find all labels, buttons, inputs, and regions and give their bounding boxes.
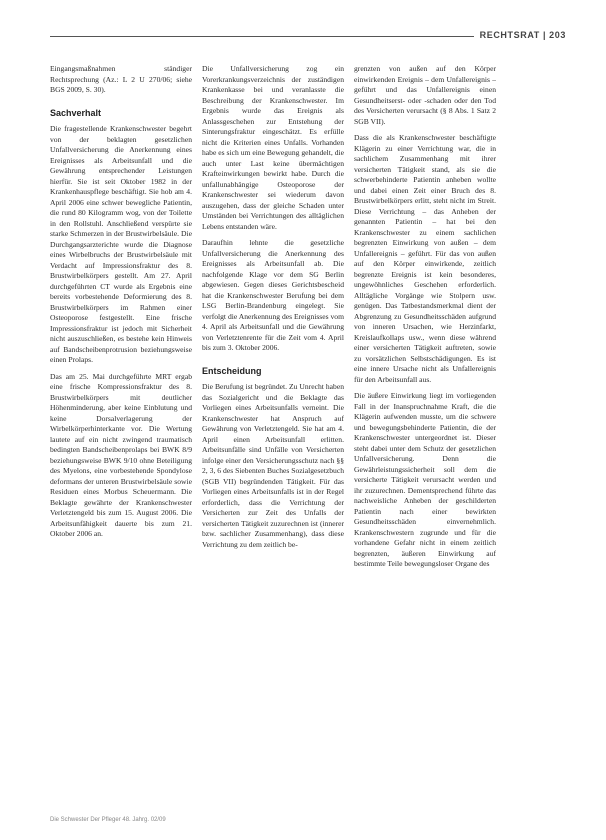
paragraph: Dass die als Krankenschwester beschäftigte Klägerin zu einer Verrichtung war, die in sachlichem Zusammenhang mit ihrer versicherten Tätigkeit stand, als sie die schwerbehinderte Patientin anheben wollte und dabei einen Zeit einer Bruch des 8. Brustwirbelkörpers erlitt, steht nicht im Streit. Diese Verrichtung – das Anheben der genannten Patientin – hat bei den Krankenschwester zu einem sachlichen begrenzten Einwirkung von außen – dem Unfallereignis – geführt. Für das von außen auf den Körper einwirkende, zeitlich begrenzte Ereignis ist kein besonderes, ungewöhnliches Geschehen erforderlich. Alltägliche Vorgänge wie Stolpern usw. genügen. Das Tatbestandsmerkmal dient der Abgrenzung zu Gesundheitsschäden aufgrund von inneren Ursachen, wie Herzinfarkt, Kreislaufkollaps usw., wenn diese während einer versicherten Tätigkeit auftreten, sowie zu vorsätzlichen Selbstschädigungen. Es ist eine innere Ursache nicht als Unfallereignis für den Arbeitsunfall aus. (354, 133, 496, 384)
paragraph: Die fragestellende Krankenschwester begehrt von der beklagten gesetzlichen Unfallversicherung die Anerkennung eines Ereignisses als Arbeitsunfall und die Gewährung entsprechender Leistungen hierfür. Sie ist seit Oktober 1982 in der Krankenhauspflege beschäftigt. Sie hob am 4. April 2006 eine schwer bewegliche Patientin, die rund 80 Kilogramm wog, von der Toilette in den Rollstuhl. Anschließend verspürte sie starke Schmerzen in der Brustwirbelsäule. Die Durchgangsarzterichte wurde die Diagnose eines Wirbelbruchs der Brustwirbelsäule mit Verdacht auf Impressionsfraktur des 8. Brustwirbelkörpers gestellt. Am 27. April durchgeführten CT wurde als Ergebnis eine bereits vorbestehende Deformierung des 8. Brustwirbelkörpers im Rahmen einer Osteoporose festgestellt. Eine frische Impressionsfraktur ist jedoch mit Sicherheit nicht auszuschließen, es bestehe kein Hinweis auf Bandscheibenprotrusion beziehungsweise einen Prolaps. (50, 124, 192, 364)
section-heading: Sachverhalt (50, 107, 102, 118)
paragraph: Das am 25. Mai durchgeführte MRT ergab eine frische Kompressionsfraktur des 8. Brustwirbelkörpers mit deutlicher Höhenminderung, aber keine Einblutung und keine Dorsalverlagerung der Wirbelkörperhinterkante vor. Die Wertung lautete auf ein nicht zwingend traumatisch bedingten Bandscheibenprolaps bei BWK 8/9 beziehungsweise BWK 9/10 ohne Beteiligung des Myelons, eine vorbestehende Spondylose deformans der unteren Brustwirbelsäule sowie Residuen eines Morbus Scheuermann. Die Beklagte gewährte der Krankenschwester Verletztengeld bis zum 15. August 2006. Die Arbeitsunfähigkeit dauerte bis zum 21. Oktober 2006 an. (50, 371, 192, 538)
header-rule (50, 36, 540, 37)
paragraph: grenzten von außen auf den Körper einwirkenden Ereignis – dem Unfallereignis – geführt und das Unfallereignis einen Gesundheitserst- oder -schaden oder den Tod des Versicherten verursacht (§ 8 Abs. 1 Satz 2 SGB VII). (354, 64, 496, 126)
page-footer: Die Schwester Der Pfleger 48. Jahrg. 02/09 (50, 817, 166, 823)
paragraph: Eingangsmaßnahmen ständiger Rechtsprechung (Az.: L 2 U 270/06; siehe BGS 2009, S. 30). (50, 64, 192, 94)
text-column-3 (354, 64, 496, 809)
text-column-1 (50, 64, 192, 809)
running-header: RECHTSRAT | 203 (474, 30, 566, 40)
text-column-2 (202, 64, 344, 809)
paragraph: Die äußere Einwirkung liegt im vorliegenden Fall in der Inanspruchnahme Kraft, die die Klägerin aufwenden musste, um die schwere und bewegungsbehinderte Patientin, die der Krankenschwester untergeordnet ist. Dieser steht dabei unter dem Schutz der gesetzlichen Unfallversicherung. Denn die Gewährleistungssicherheit soll dem die versicherte Tätigkeit verursacht werden und ihr zuzurechnen. Dementsprechend führte das nachweisliche Anheben der geschilderten Patientin nach einer bewirkten Gesundheitsschäden einvernehmlich. Krankenschwestern zugrunde und für die vorhandene Gefahr nicht in einem zeitlich begrenzten, äußeren Einwirkung auf bestimmte Teile bewegungsloser Organe des (354, 391, 496, 568)
paragraph: Die Unfallversicherung zog ein Vorerkrankungsverzeichnis der zuständigen Krankenkasse bei und veranlasste die Beschreibung der Krankenschwester. Im Ergebnis wurde das Ereignis als Anlassgeschehen zur Entstehung der Sinterungsfraktur eingeschätzt. Es erfülle nicht die Kriterien eines Unfalls. Vorhanden habe es sich um eine Bewegung gehandelt, die auch unter Last keine übermächtigen Krafteinwirkungen bewirkt habe. Durch die unfallunabhängige Osteoporose der Krankenschwester sei wiederum davon auszugehen, dass der gleiche Schaden unter Umständen bei Verrichtungen des alltäglichen Lebens entstanden wäre. (202, 64, 344, 231)
paragraph: Die Berufung ist begründet. Zu Unrecht haben das Sozialgericht und die Beklagte das Vorliegen eines Arbeitsunfalls verneint. Die Krankenschwester hat Anspruch auf Gewährung von Verletztengeld. Sie hat am 4. April einen Arbeitsunfall erlitten. Arbeitsunfälle sind Unfälle von Versicherten infolge einer den Versicherungsschutz nach §§ 2, 3, 6 des Siebenten Buches Sozialgesetzbuch (SGB VII) begründenden Tätigkeit. Für das Vorliegen eines Arbeitsunfalls ist in der Regel erforderlich, dass die Verrichtung der Versicherten zur Zeit des Unfalls der versicherten Tätigkeit zuzurechnen ist (innerer bzw. sachlicher Zusammenhang), dass diese Verrichtung zu dem zeitlich be- (202, 382, 344, 549)
section-heading: Entscheidung (202, 365, 262, 376)
paragraph: Daraufhin lehnte die gesetzliche Unfallversicherung die Anerkennung des Ereignisses als Arbeitsunfall ab. Die nachfolgende Klage vor dem SG Berlin abgewiesen. Gegen dieses Gerichtsbescheid hat die Krankenschwester Berufung bei dem LSG Berlin-Brandenburg eingelegt. Sie verfolgt die Anerkennung des Ereignisses vom 4. April als Arbeitsunfall und die Gewährung von Verletztenrente für die Zeit vom 4. April bis zum 3. Oktober 2006. (202, 238, 344, 352)
